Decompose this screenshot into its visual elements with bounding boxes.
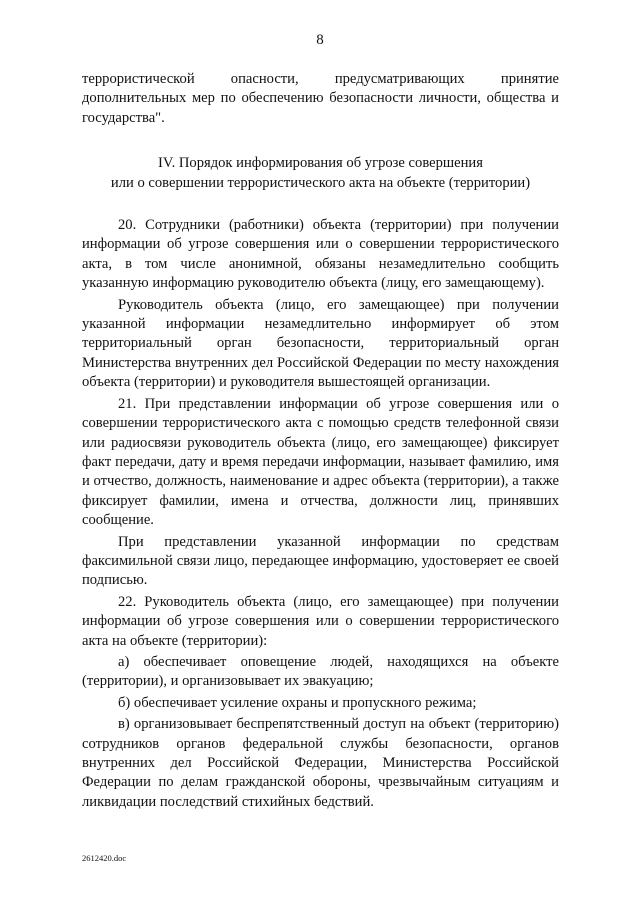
document-body — [82, 70, 559, 812]
paragraph-20-continued: Руководитель объекта (лицо, его замещающее) при получении указанной информации незамедлительно информирует об этом территориальный орган безопасности, территориальный орган Министерства внутренних дел Российской Федерации по месту нахождения объекта (территории) и руководителя вышестоящей организации. — [82, 296, 559, 391]
section-heading-line-1: IV. Порядок информирования об угрозе совершения — [158, 155, 483, 172]
top-paragraph: террористической опасности, предусматривающих принятие дополнительных мер по обеспечению безопасности личности, общества и государства". — [82, 71, 559, 126]
paragraph-21-continued: При представлении указанной информации по средствам факсимильной связи лицо, передающее информацию, удостоверяет ее своей подписью. — [82, 533, 559, 589]
paragraph-20: 20. Сотрудники (работники) объекта (территории) при получении информации об угрозе совершения или о совершении террористического акта, в том числе анонимной, обязаны незамедлительно сообщить указанную информацию руководителю объекта (лицу, его замещающему). — [82, 217, 559, 292]
section-heading — [82, 154, 559, 193]
section-heading-line-2: или о совершении террористического акта на объекте (территории) — [110, 174, 531, 191]
page-number: 8 — [316, 32, 324, 48]
paragraph-22-item-b: б) обеспечивает усиление охраны и пропускного режима; — [118, 694, 477, 711]
footer-doc-id: 2612420.doc — [82, 853, 127, 863]
paragraph-22-item-c: в) организовывает беспрепятственный доступ на объект (территорию) сотрудников органов федеральной службы безопасности, органов внутренних дел Российской Федерации, Министерства Российской Федерации по делам гражданской обороны, чрезвычайным ситуациям и ликвидации последствий стихийных бедствий. — [82, 716, 559, 810]
paragraph-22-item-a: а) обеспечивает оповещение людей, находящихся на объекте (территории), и организовывает их эвакуацию; — [82, 653, 559, 690]
paragraph-22: 22. Руководитель объекта (лицо, его замещающее) при получении информации об угрозе совершения или о совершении террористического акта на объекте (территории): — [82, 593, 559, 649]
paragraph-21: 21. При представлении информации об угрозе совершения или о совершении террористического акта с помощью средств телефонной связи или радиосвязи руководитель объекта (лицо, его замещающее) фиксирует факт передачи, дату и время передачи информации, называет фамилию, имя и отчество, должность, наименование и адрес объекта (территории), а также фиксирует фамилии, имена и отчества, должности лиц, принявших сообщение. — [82, 395, 559, 529]
